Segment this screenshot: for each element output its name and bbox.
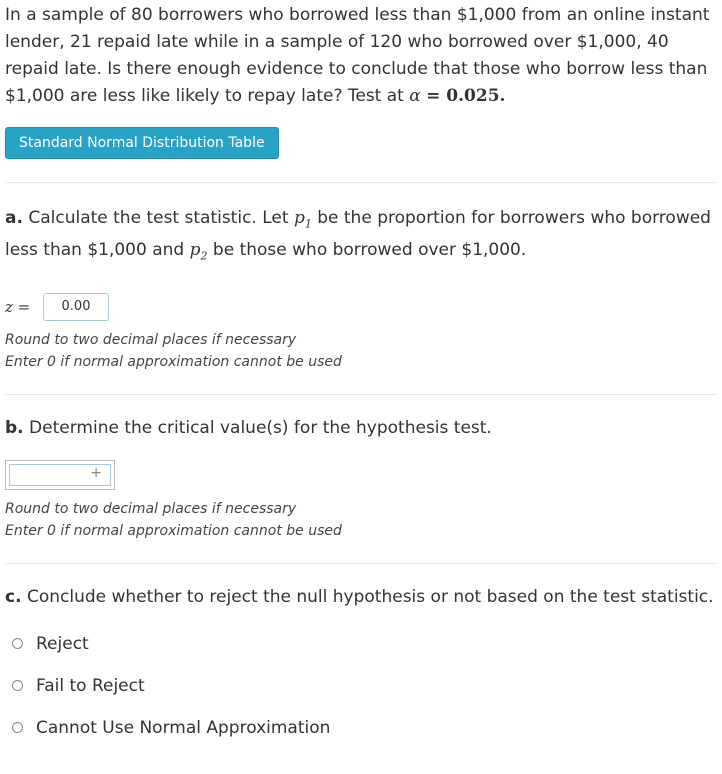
option-label: Reject	[36, 633, 89, 654]
radio-button[interactable]	[12, 680, 23, 691]
add-icon[interactable]: +	[90, 464, 102, 481]
part-c-label: c.	[5, 586, 22, 607]
p2-symbol: $p_2$	[189, 240, 208, 263]
part-b-hint-zero: Enter 0 if normal approximation cannot be used	[5, 522, 342, 539]
part-a-hint-round: Round to two decimal places if necessary	[5, 331, 297, 348]
z-label: z =	[5, 297, 31, 316]
part-b-text: Determine the critical value(s) for the hypothesis test.	[29, 417, 492, 438]
part-b-hint-round: Round to two decimal places if necessary	[5, 500, 297, 517]
part-a-text-2: be the proportion for borrowers who borrowed less than $1,000 and	[5, 208, 711, 261]
part-c-text: Conclude whether to reject the null hypothesis or not based on the test statistic.	[26, 586, 714, 607]
option-reject[interactable]	[5, 623, 717, 665]
critical-value-box	[5, 460, 115, 490]
option-label: Cannot Use Normal Approximation	[36, 717, 331, 738]
part-a-text-1: Calculate the test statistic. Let	[28, 208, 289, 228]
question-intro	[5, 0, 717, 110]
part-a-label: a.	[5, 208, 23, 228]
part-a-text-3: be those who borrowed over $1,000.	[212, 240, 527, 261]
part-b-label: b.	[5, 417, 24, 438]
part-b-question	[5, 415, 717, 442]
option-label: Fail to Reject	[36, 675, 145, 696]
normal-table-button[interactable]: Standard Normal Distribution Table	[5, 127, 279, 159]
z-row	[5, 290, 717, 324]
option-cannot-use[interactable]	[5, 707, 717, 749]
critical-value-input[interactable]	[9, 464, 111, 486]
part-a-question	[5, 205, 717, 270]
p1-symbol: $p_1$	[293, 208, 312, 231]
radio-button[interactable]	[12, 638, 23, 649]
part-c-question	[5, 584, 717, 611]
alpha-value: = 0.025.	[426, 86, 506, 106]
z-input[interactable]	[43, 293, 109, 321]
radio-button[interactable]	[12, 722, 23, 733]
alpha-symbol: α	[409, 86, 421, 106]
question-text: In a sample of 80 borrowers who borrowed less than $1,000 from an online instant lender, 21 repaid late while in a sample of 120 who borrowed over $1,000, 40 repaid late. Is there enough evidence to conclude that those who borrow less than $1,000 are less like likely to repay late? Test at	[5, 5, 710, 106]
option-fail-to-reject[interactable]	[5, 665, 717, 707]
part-a-hint-zero: Enter 0 if normal approximation cannot be used	[5, 353, 342, 370]
